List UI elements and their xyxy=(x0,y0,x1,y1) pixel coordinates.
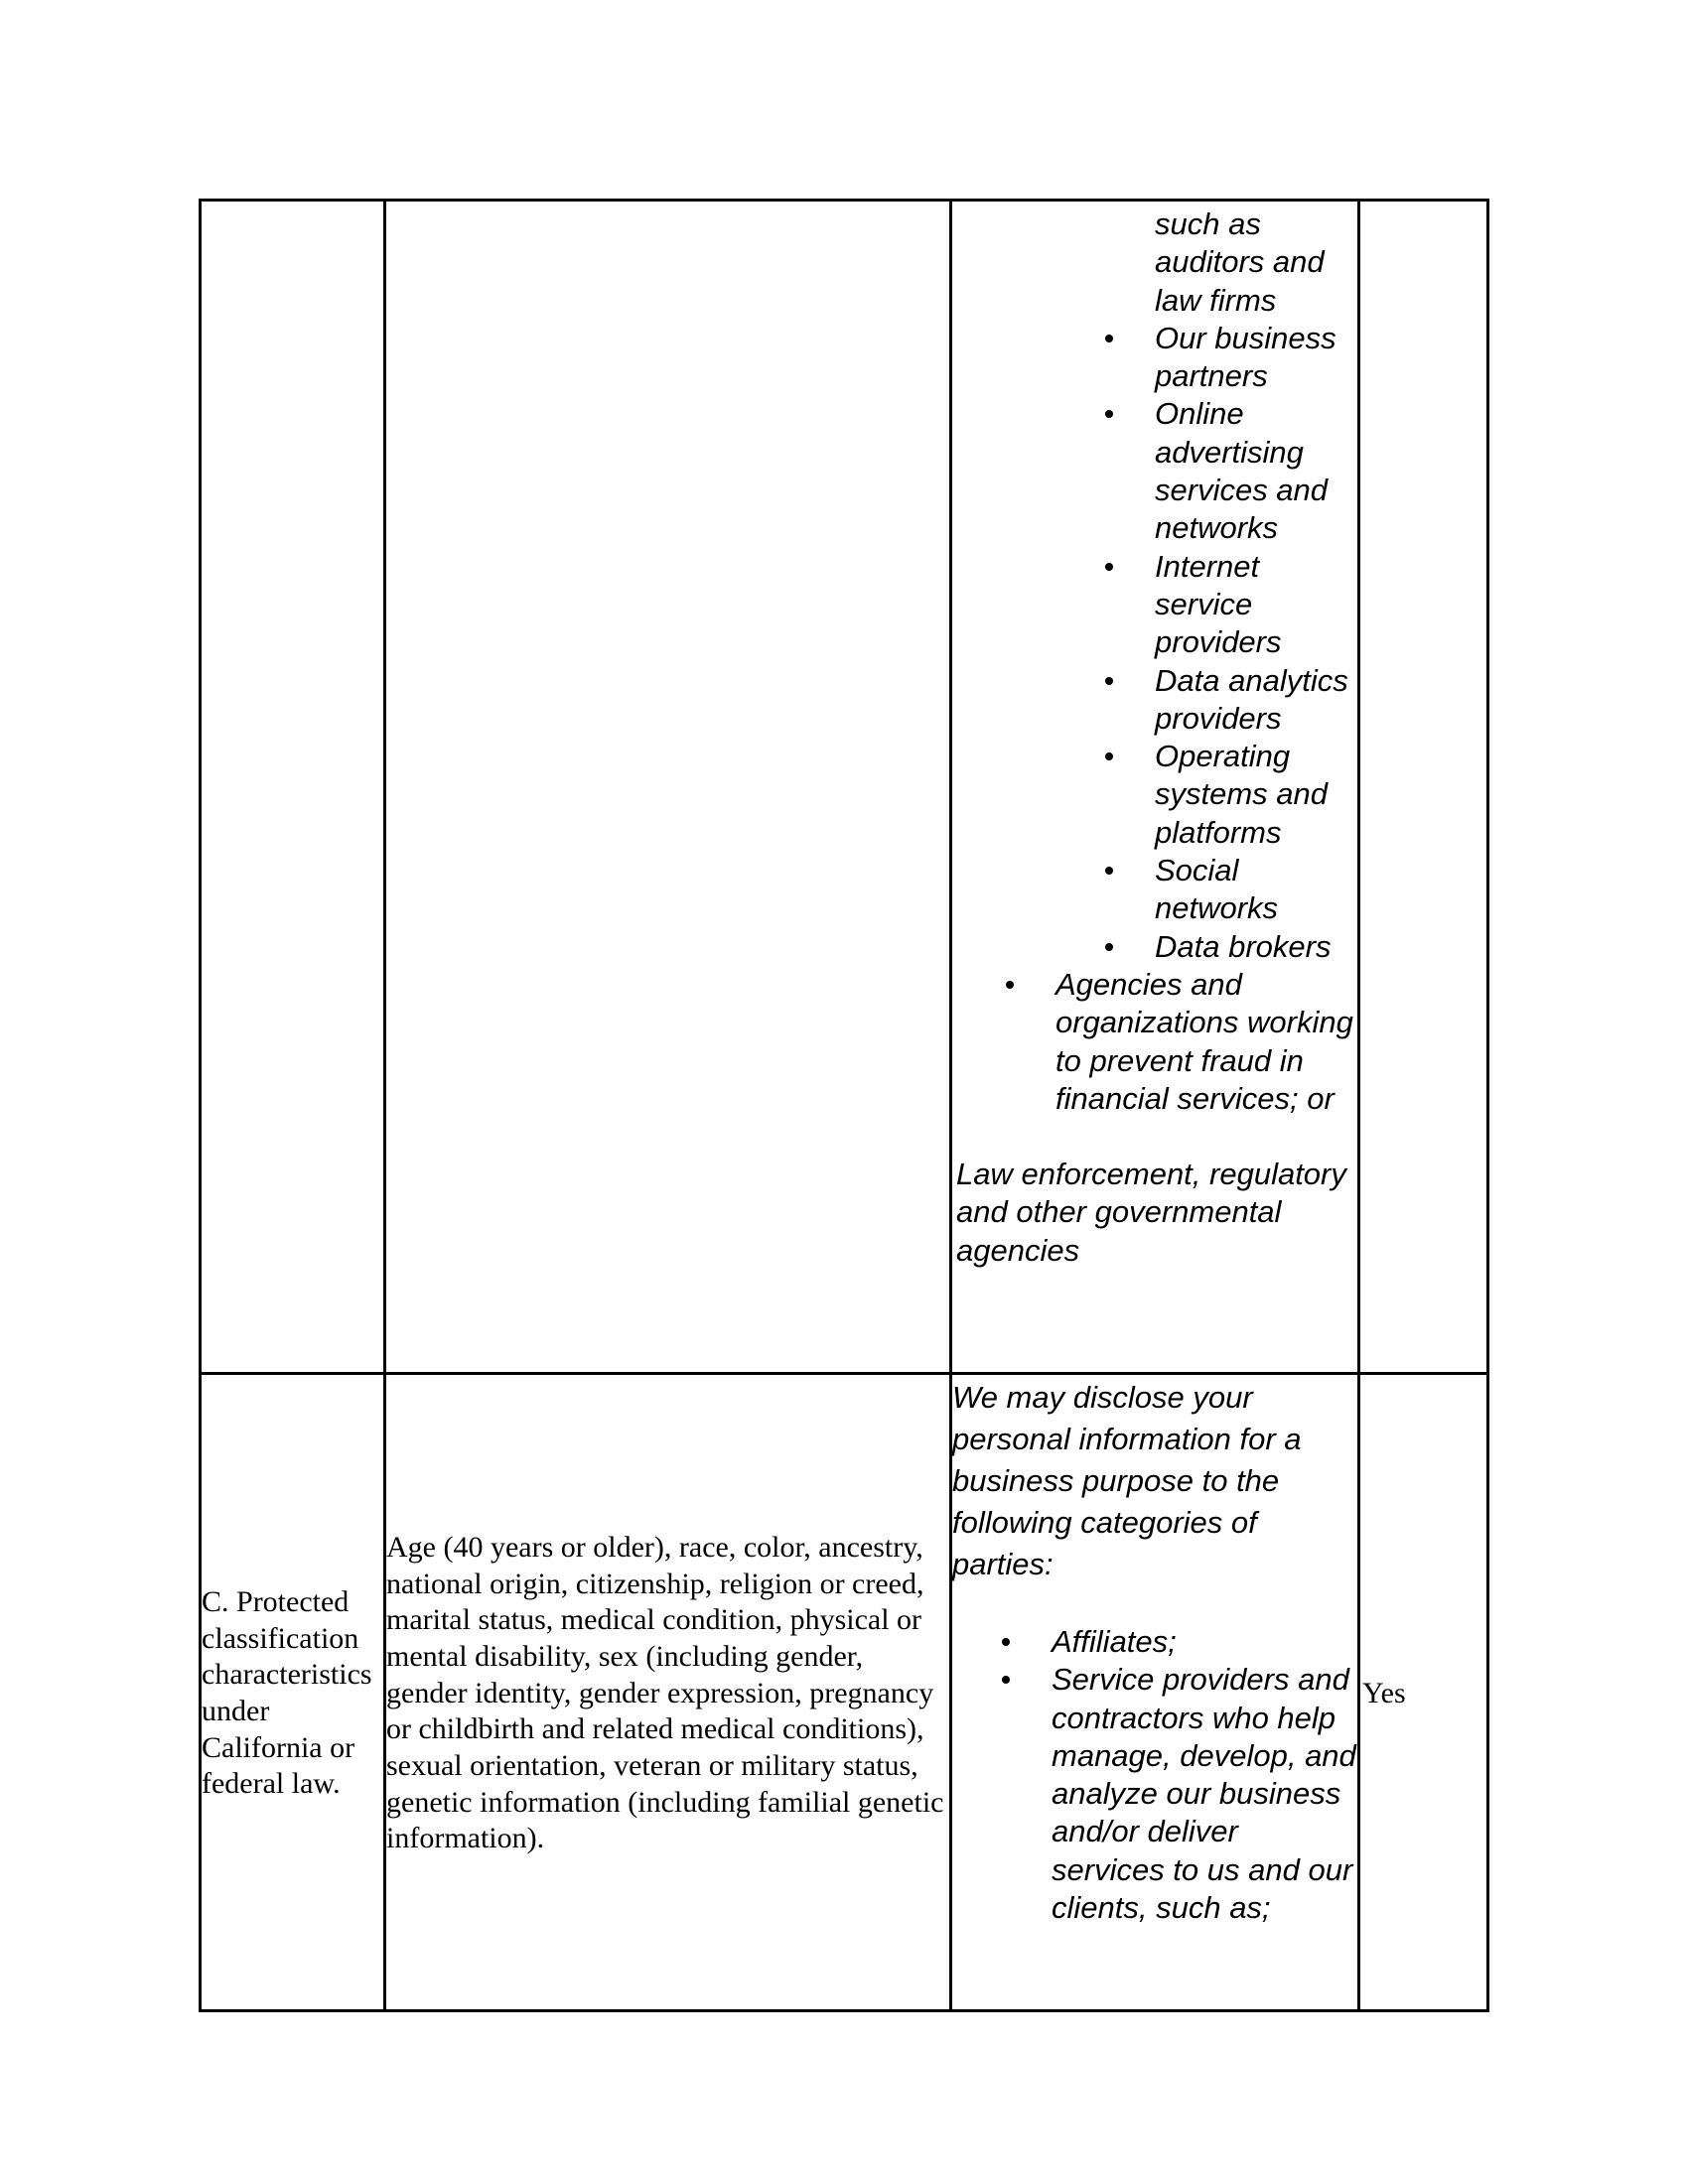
party-list xyxy=(952,1623,1357,1927)
category-label: C. Protected classification characteristics under California or federal law. xyxy=(202,1584,372,1801)
list-item: Agencies and organizations working to prevent fraud in financial services; or xyxy=(956,966,1357,1118)
list-item: Our business partners xyxy=(956,320,1357,396)
row2-disclosure-cell xyxy=(952,1377,1357,2012)
disclosure-intro: We may disclose your personal information for a business purpose to the following categories of parties: xyxy=(952,1380,1302,1581)
row2-examples-cell xyxy=(386,1375,949,2012)
personal-information-table xyxy=(199,199,1489,2012)
closing-paragraph: Law enforcement, regulatory and other governmental agencies xyxy=(956,1157,1346,1268)
row1-disclosure-cell xyxy=(956,205,1357,1369)
list-item: Affiliates; xyxy=(952,1623,1357,1661)
examples-text: Age (40 years or older), race, color, ancestry, national origin, citizenship, religion or creed, marital status, medical condition, physical or mental disability, sex (including gender, gender identity, gender expression, pregnancy or childbirth and related medical conditions), sexual orientation, veteran or military status, genetic information (including familial genetic information). xyxy=(386,1530,944,1855)
continued-list-item: such as auditors and law firms xyxy=(1155,206,1325,318)
list-item: Online advertising services and networks xyxy=(956,395,1357,547)
list-item: Service providers and contractors who help manage, develop, and analyze our business and/or deliver services to us and our clients, such as; xyxy=(952,1661,1357,1927)
list-item: Operating systems and platforms xyxy=(956,738,1357,852)
list-item: Data analytics providers xyxy=(956,662,1357,739)
row2-collected-cell xyxy=(1360,1375,1486,2012)
list-item: Data brokers xyxy=(956,928,1357,966)
row2-category-cell xyxy=(202,1375,383,2012)
list-item: Internet service providers xyxy=(956,548,1357,662)
list-item: Social networks xyxy=(956,852,1357,928)
collected-value: Yes xyxy=(1362,1676,1406,1709)
party-list xyxy=(956,966,1357,1118)
sub-party-list xyxy=(956,320,1357,966)
